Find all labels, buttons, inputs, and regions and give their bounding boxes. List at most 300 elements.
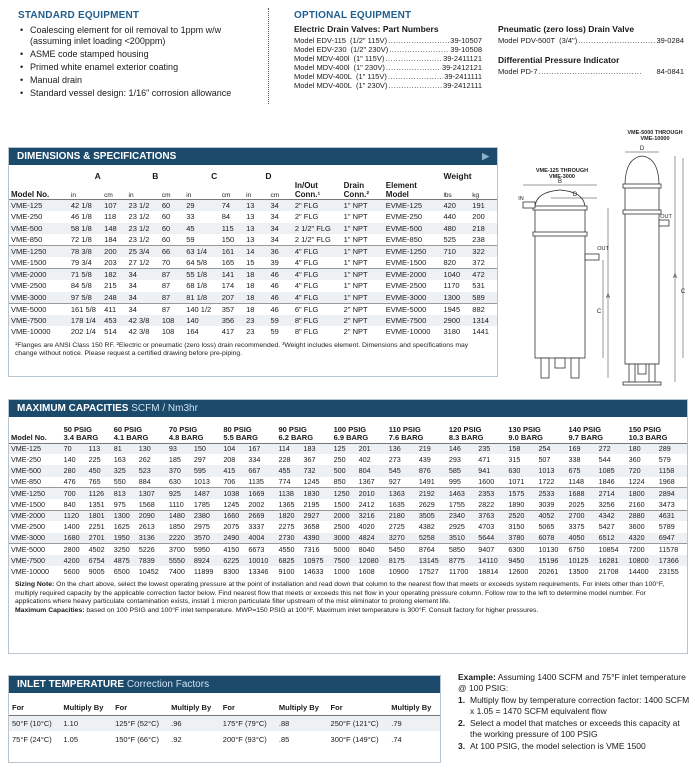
table-cell: 3039 [538, 499, 555, 509]
table-cell: 6078 [536, 533, 566, 544]
column-header: For [328, 701, 389, 715]
table-cell: 4320 [627, 533, 657, 544]
column-header-pressure [167, 421, 221, 443]
table-cell: 1135 [248, 477, 264, 487]
table-cell: VME-500 [9, 223, 69, 235]
table-cell: 15 [246, 258, 255, 267]
table-cell: 42 3/8 [128, 327, 150, 337]
column-header: Model No. [9, 181, 69, 200]
table-cell: 675 [567, 465, 597, 476]
table-cell: 1600 [478, 477, 495, 487]
step-number: 2. [458, 718, 466, 728]
table-cell: 7400 [168, 567, 185, 577]
column-header: For [220, 701, 276, 715]
table-cell: 18814 [478, 567, 499, 577]
label-large-vessel: VME-5000 THROUGH [627, 130, 683, 136]
table-cell: 1138 [276, 488, 301, 499]
table-cell: 21708 [598, 567, 619, 577]
list-item [294, 72, 482, 81]
table-row [9, 269, 497, 281]
table-row [9, 488, 687, 499]
table-cell: 3250 [112, 544, 137, 555]
barg-label: 6.2 BARG [278, 433, 314, 442]
table-cell: 1" NPT [342, 200, 384, 212]
drain-part-number: 39-2412121 [441, 63, 482, 72]
table-cell: 23 1/2 [127, 223, 160, 235]
table-cell: 18 [246, 281, 255, 291]
table-cell: 2927 [302, 510, 332, 521]
column-header-pressure [112, 421, 167, 443]
table-cell: 1635 [388, 499, 405, 509]
table-cell: 507 [538, 455, 551, 465]
table-cell: 1400 [63, 522, 80, 532]
table-cell: 720 [627, 465, 657, 476]
table-cell: 200 [472, 212, 485, 222]
table-cell: 6225 [221, 555, 246, 566]
dimensions-panel [8, 147, 498, 377]
table-cell: 2 1/2" FLG [294, 235, 331, 244]
table-cell: EVME-1500 [385, 258, 427, 267]
table-cell: 1307 [137, 488, 167, 499]
table-cell: 550 [113, 477, 126, 487]
table-cell: EVME-125 [384, 200, 442, 212]
table-cell: 66 [160, 246, 184, 258]
table-cell: 74 [220, 200, 244, 212]
table-cell: 2500 [333, 522, 350, 532]
table-cell: 183 [302, 443, 332, 454]
table-cell: 108 [160, 315, 184, 327]
table-cell: 417 [221, 327, 235, 337]
table-cell: 941 [476, 465, 506, 476]
table-cell: 439 [418, 455, 431, 465]
table-cell: 455 [276, 465, 301, 476]
table-cell: VME-10000 [11, 327, 51, 337]
table-cell: 29 [184, 200, 219, 212]
table-row [9, 499, 687, 510]
table-cell: 3216 [357, 510, 387, 521]
table-cell: 1491 [418, 477, 435, 487]
step-text: Select a model that matches or exceeds this capacity at the working pressure of 100 PSIG [470, 718, 680, 739]
table-cell: 219 [417, 443, 447, 454]
column-group-weight: Weight [443, 171, 472, 181]
table-cell: .88 [276, 715, 328, 731]
table-cell: 14633 [303, 567, 324, 577]
table-cell: 3136 [137, 533, 167, 544]
column-header: cm [102, 181, 126, 200]
table-cell: 118 [104, 212, 117, 222]
table-cell: VME-2000 [9, 269, 69, 281]
table-cell: 218 [470, 223, 497, 235]
table-cell: 25 3/4 [127, 246, 160, 258]
dp-part-number: 84-0841 [656, 67, 684, 76]
column-header: lbs [441, 181, 470, 200]
table-cell: 33 [186, 212, 195, 222]
table-cell: 471 [478, 455, 491, 465]
table-cell: 1000 [333, 567, 350, 577]
table-cell: 4020 [358, 522, 375, 532]
table-cell: 141 [220, 269, 244, 281]
column-header: in [244, 181, 268, 200]
table-cell: 297 [193, 455, 206, 465]
table-cell: 10130 [536, 544, 566, 555]
table-cell: 1224 [628, 477, 645, 487]
table-cell: 136 [387, 443, 417, 454]
table-cell: 2822 [478, 499, 495, 509]
psig-label: 80 PSIG [223, 424, 252, 434]
table-row [9, 477, 687, 488]
psig-label: 90 PSIG [278, 424, 307, 434]
table-cell: 500 [332, 465, 357, 476]
table-cell: 7316 [302, 544, 332, 555]
table-cell: 1245 [223, 499, 240, 509]
table-cell: 72 1/8 [70, 235, 92, 244]
optional-right-column [498, 24, 684, 76]
example-section [458, 672, 690, 754]
pneumatic-part-number: 39-0284 [656, 36, 684, 45]
table-cell: 2725 [388, 522, 405, 532]
table-cell: 2002 [248, 499, 265, 509]
table-cell: VME-10000 [11, 567, 49, 577]
table-cell: 1" NPT [342, 246, 384, 258]
table-cell: VME-2500 [11, 522, 45, 532]
column-header-pressure [62, 421, 112, 443]
table-cell: 8300 [223, 567, 240, 577]
table-cell: VME-125 [9, 200, 69, 212]
table-row [9, 521, 687, 532]
table-cell: 1660 [221, 510, 246, 521]
step-text: Multiply flow by temperature correction factor: 1400 SCFM x 1.05 = 1470 SCFM equivalent flow [470, 695, 690, 716]
table-cell: 1441 [472, 327, 489, 337]
table-cell: 820 [443, 258, 456, 267]
table-cell: 113 [87, 443, 112, 454]
table-cell: .96 [168, 715, 220, 731]
table-row [9, 715, 440, 731]
column-header: kg [470, 181, 497, 200]
drain-spec: (1" 115V) [353, 54, 385, 63]
table-cell: 59 [268, 315, 292, 327]
table-cell: 174 [221, 281, 235, 291]
table-cell: 370 [167, 465, 192, 476]
table-cell: 18 [244, 303, 268, 315]
inlet-title-bar [9, 676, 440, 693]
table-cell: 595 [192, 465, 221, 476]
letter-d: D [572, 192, 578, 198]
table-cell: 1158 [657, 465, 687, 476]
table-cell: 125°F (52°C) [112, 715, 168, 731]
table-cell: 70 [161, 258, 171, 267]
letter-b: B [557, 179, 563, 185]
table-cell: 2180 [387, 510, 417, 521]
psig-label: 130 PSIG [508, 424, 541, 434]
table-cell: 1351 [88, 499, 105, 509]
list-item [498, 67, 684, 76]
table-cell: 8040 [357, 544, 387, 555]
table-cell: 200 [102, 246, 126, 258]
table-cell: 34 [127, 292, 160, 304]
drain-part-number: 39-2411121 [443, 54, 482, 63]
table-cell: 925 [167, 488, 192, 499]
table-cell: 5226 [137, 544, 167, 555]
capacities-title-bar [9, 400, 687, 417]
inlet-temperature-table [9, 701, 440, 747]
table-cell: 4" FLG [293, 292, 342, 304]
table-cell: 585 [447, 465, 476, 476]
table-cell: 200°F (93°C) [222, 734, 267, 744]
table-cell: 202 1/4 [70, 327, 96, 337]
table-cell: 1968 [658, 477, 675, 487]
table-cell: 81 1/8 [184, 292, 219, 304]
table-cell: 440 [443, 212, 456, 222]
table-cell: 97 5/8 [69, 292, 102, 304]
table-cell: 5600 [63, 567, 80, 577]
psig-label: 70 PSIG [168, 424, 198, 434]
drain-part-number: 39-10508 [450, 45, 482, 54]
table-cell: 13 [244, 200, 268, 212]
table-cell: 46 [268, 292, 292, 304]
table-cell: 4052 [536, 510, 566, 521]
table-row [9, 731, 440, 747]
label-small-vessel: VME-125 THROUGH [535, 168, 589, 174]
table-cell: VME-1250 [9, 488, 62, 499]
table-cell: 710 [441, 246, 470, 258]
table-cell: 1625 [113, 522, 130, 532]
column-header: Multiply By [60, 701, 112, 715]
table-cell: EVME-2000 [384, 269, 442, 281]
table-cell: 1820 [276, 510, 301, 521]
table-cell: 1" NPT [343, 258, 368, 267]
table-cell: 2800 [62, 544, 87, 555]
table-cell: VME-850 [11, 477, 41, 487]
table-cell: 5450 [387, 544, 417, 555]
table-cell: 1945 [441, 303, 470, 315]
column-header: cm [220, 181, 244, 200]
table-cell: 3375 [568, 522, 585, 532]
table-cell: 10125 [567, 555, 597, 566]
table-cell: 3658 [303, 522, 320, 532]
example-steps [458, 695, 690, 752]
table-cell: .85 [278, 734, 290, 744]
table-row [9, 257, 497, 269]
table-cell: VME-7500 [9, 315, 69, 327]
section-divider [268, 8, 269, 104]
column-header-pressure [627, 421, 687, 443]
table-cell: VME-3000 [9, 533, 62, 544]
column-header-pressure [332, 421, 387, 443]
table-cell: 523 [137, 465, 167, 476]
table-cell: 2251 [88, 522, 105, 532]
table-row [9, 315, 497, 327]
table-cell: 34 [270, 212, 279, 222]
column-header: For [9, 701, 60, 715]
table-row [9, 443, 687, 454]
table-cell: 45 [184, 223, 219, 235]
table-cell: 4" FLG [294, 258, 319, 267]
column-header: Model No. [9, 421, 62, 443]
table-cell: 2714 [597, 488, 627, 499]
table-cell: 1" NPT [343, 212, 368, 222]
table-cell: 3256 [598, 499, 615, 509]
max-capacities-label: Maximum Capacities: [15, 607, 85, 615]
barg-label: 7.6 BARG [388, 433, 424, 442]
table-cell: 1" NPT [342, 223, 384, 235]
table-cell: 4550 [276, 544, 301, 555]
table-cell: 2340 [447, 510, 476, 521]
table-cell: 17527 [418, 567, 439, 577]
table-cell: 18 [244, 269, 268, 281]
drain-part-number: 39-2411111 [444, 72, 482, 81]
table-cell: 70 [62, 443, 87, 454]
table-cell: 2925 [448, 522, 465, 532]
table-cell: 20261 [538, 567, 559, 577]
table-cell: 630 [168, 477, 181, 487]
table-cell: 36 [268, 246, 292, 258]
out-label-small: OUT [597, 246, 609, 252]
table-cell: 2275 [278, 522, 295, 532]
table-cell: 3510 [447, 533, 476, 544]
table-row [9, 292, 497, 304]
table-cell: 367 [303, 455, 316, 465]
table-cell: 8" FLG [294, 327, 319, 337]
barg-label: 8.3 BARG [448, 433, 484, 442]
table-cell: 8175 [387, 555, 417, 566]
capacities-panel [8, 399, 688, 654]
table-cell: 453 [102, 315, 126, 327]
table-cell: 11700 [448, 567, 469, 577]
table-cell: 34 [270, 235, 279, 244]
large-vessel-drawing [623, 156, 669, 385]
table-cell: 185 [168, 455, 181, 465]
table-cell: 235 [476, 443, 506, 454]
table-row [9, 566, 687, 577]
table-cell: 10800 [627, 555, 657, 566]
table-cell: 59 [186, 235, 195, 244]
table-cell: 4824 [357, 533, 387, 544]
table-cell: 50°F (10°C) [9, 715, 60, 731]
table-cell: 115 [220, 223, 244, 235]
table-cell: VME-3000 [9, 292, 69, 304]
table-row [9, 223, 497, 235]
table-cell: 87 [160, 292, 184, 304]
table-cell: 5258 [417, 533, 447, 544]
optional-equipment-section [294, 10, 684, 90]
column-header-pressure [221, 421, 276, 443]
letter-a: A [605, 294, 611, 300]
sizing-note-text: On the chart above, select the lowest operating pressure at the point of installation and read down that column to the nearest flow that meets or exceeds system requirements. For inlets other than 100°F, multiply required capacity by the applicable correction factor below. Find nearest flow that meets or exceeds this net flow in your operating pressure column. Follow row to the left to determine model number. For applications where heavy particulate contamination exists, install 1 micron particulate filter upstream of the mist eliminator to prolong element life. [15, 581, 665, 606]
table-cell: 1800 [627, 488, 657, 499]
in-label: IN [518, 196, 524, 202]
table-cell: 75°F (24°C) [12, 734, 52, 744]
table-cell: 1568 [138, 499, 155, 509]
table-cell: 125 [332, 443, 357, 454]
table-row [9, 544, 687, 555]
column-header: For [112, 701, 168, 715]
table-cell: 68 1/8 [186, 281, 208, 291]
table-cell: 2629 [418, 499, 435, 509]
table-cell: 78 3/8 [69, 246, 102, 258]
table-cell: 169 [567, 443, 597, 454]
table-cell: 338 [568, 455, 581, 465]
table-cell: 165 [221, 258, 235, 267]
table-cell: 884 [138, 477, 151, 487]
table-cell: 450 [87, 465, 112, 476]
table-cell: 1148 [568, 477, 584, 487]
table-cell: 2192 [417, 488, 447, 499]
table-cell: 2353 [476, 488, 506, 499]
table-cell: 2" FLG [294, 212, 319, 222]
table-cell: 3505 [417, 510, 447, 521]
dimensions-footnote: ¹Flanges are ANSI Class 150 RF. ²Electric or pneumatic (zero loss) drain recommended. ³Weight includes element. Dimensions and specifications may change without notice. Please request a certified drawing before pre-piping. [15, 341, 469, 357]
list-item [458, 718, 690, 739]
drain-part-number: 39-2412111 [443, 81, 482, 90]
table-cell: 472 [470, 269, 497, 281]
capacities-table [9, 421, 687, 577]
table-cell: 3150 [508, 522, 525, 532]
table-cell: 23 1/2 [128, 212, 150, 222]
table-row [9, 454, 687, 465]
table-cell: 2195 [303, 499, 320, 509]
table-cell: 774 [278, 477, 291, 487]
barg-label: 5.5 BARG [223, 433, 258, 442]
table-cell: 184 [104, 235, 117, 244]
list-item [294, 54, 482, 63]
step-number: 3. [458, 741, 466, 751]
table-cell: 480 [441, 223, 470, 235]
table-cell: 1801 [87, 510, 112, 521]
table-cell: 1013 [193, 477, 210, 487]
table-cell: 3700 [167, 544, 192, 555]
column-header: Multiply By [388, 701, 440, 715]
table-cell: 732 [302, 465, 332, 476]
max-capacities-note [9, 606, 687, 615]
drain-model: Model MDV-400L [294, 72, 352, 81]
table-cell: 1365 [278, 499, 295, 509]
table-cell: VME-1500 [11, 258, 47, 267]
table-cell: 146 [447, 443, 476, 454]
table-cell: 1890 [508, 499, 525, 509]
table-cell: VME-500 [9, 465, 62, 476]
table-cell: 81 [112, 443, 137, 454]
table-cell: 2669 [246, 510, 276, 521]
table-cell: 1314 [470, 315, 497, 327]
table-cell: 1363 [387, 488, 417, 499]
drain-model: Model MDV-400l [294, 54, 350, 63]
table-cell: 2025 [568, 499, 585, 509]
table-cell: 4502 [87, 544, 112, 555]
standard-equipment-list [18, 25, 258, 99]
table-cell: 2380 [192, 510, 221, 521]
table-cell: 3763 [476, 510, 506, 521]
table-cell: 10975 [302, 555, 332, 566]
table-cell: 411 [102, 303, 126, 315]
psig-label: 110 PSIG [388, 424, 421, 434]
drain-spec: (1" 230V) [353, 63, 385, 72]
table-cell: 1300 [112, 510, 137, 521]
table-cell: 3180 [443, 327, 461, 337]
table-cell: 2 1/2" FLG [293, 223, 342, 235]
column-header: In/Out Conn.¹ [293, 181, 342, 200]
drain-spec: (1/2" 115V) [349, 36, 388, 45]
table-row [9, 200, 497, 212]
table-cell: 6754 [87, 555, 112, 566]
table-cell: EVME-500 [384, 223, 442, 235]
list-item [458, 695, 690, 716]
letter-a-large: A [672, 274, 678, 280]
table-cell: 11899 [193, 567, 214, 577]
table-cell: 322 [470, 246, 497, 258]
table-cell: 250 [333, 455, 346, 465]
table-cell: 4875 [112, 555, 137, 566]
table-row [9, 510, 687, 521]
